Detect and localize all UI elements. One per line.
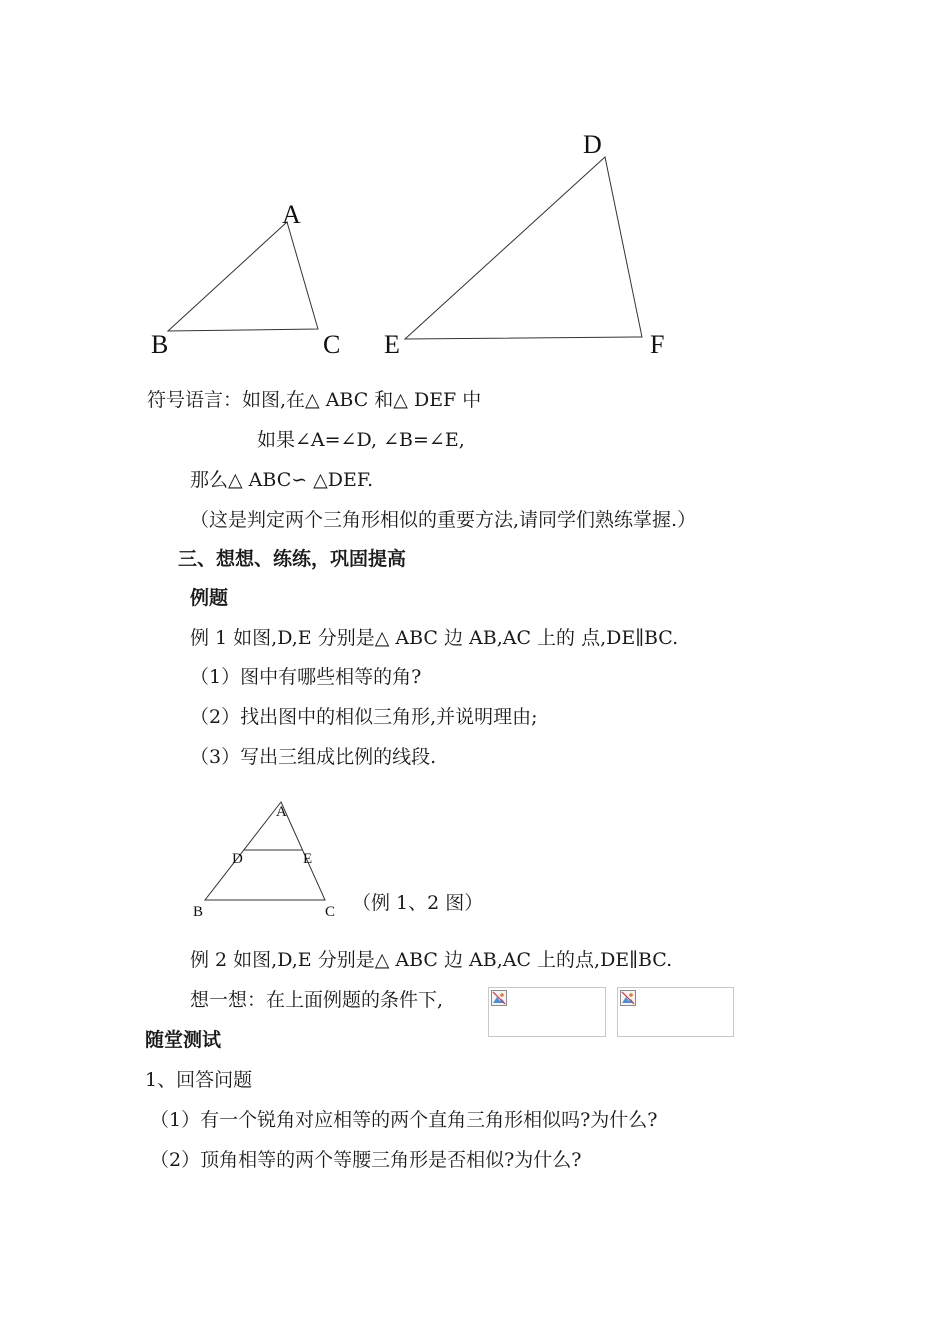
question-3: （3）写出三组成比例的线段. bbox=[190, 746, 437, 768]
conclusion-line: 那么△ ABC∽ △DEF. bbox=[190, 469, 374, 491]
triangle-def bbox=[405, 157, 642, 339]
label-small-c: C bbox=[325, 904, 336, 920]
label-small-e: E bbox=[303, 851, 313, 867]
broken-image-icon bbox=[491, 990, 507, 1006]
think-line: 想一想：在上面例题的条件下, bbox=[190, 989, 444, 1011]
figure-caption: （例 1、2 图） bbox=[352, 892, 484, 914]
symbol-language-line: 符号语言：如图,在△ ABC 和△ DEF 中 bbox=[147, 389, 482, 411]
broken-image-icon bbox=[620, 990, 636, 1006]
embedded-image-2 bbox=[617, 987, 734, 1037]
triangle-abc bbox=[168, 222, 318, 331]
example2-line: 例 2 如图,D,E 分别是△ ABC 边 AB,AC 上的点,DE∥BC. bbox=[190, 949, 673, 971]
question-2: （2）找出图中的相似三角形,并说明理由; bbox=[190, 706, 538, 728]
condition-line: 如果∠A=∠D, ∠B=∠E, bbox=[257, 429, 465, 451]
note-line: （这是判定两个三角形相似的重要方法,请同学们熟练掌握.） bbox=[190, 509, 697, 531]
quiz-heading: 随堂测试 bbox=[145, 1029, 222, 1051]
label-d: D bbox=[583, 130, 602, 159]
label-c: C bbox=[323, 330, 341, 359]
label-a: A bbox=[282, 200, 301, 229]
label-small-a: A bbox=[276, 804, 287, 820]
label-e: E bbox=[384, 330, 400, 359]
label-b: B bbox=[151, 330, 169, 359]
question-1: （1）图中有哪些相等的角? bbox=[190, 666, 422, 688]
example1-line: 例 1 如图,D,E 分别是△ ABC 边 AB,AC 上的 点,DE∥BC. bbox=[190, 627, 679, 649]
quiz-item-1: 1、回答问题 bbox=[145, 1069, 253, 1091]
example-heading: 例题 bbox=[190, 587, 229, 609]
quiz-question-2: （2）顶角相等的两个等腰三角形是否相似?为什么? bbox=[150, 1149, 582, 1171]
label-f: F bbox=[650, 330, 665, 359]
embedded-image-1 bbox=[488, 987, 606, 1037]
section-heading: 三、想想、练练，巩固提高 bbox=[178, 548, 407, 570]
quiz-question-1: （1）有一个锐角对应相等的两个直角三角形相似吗?为什么? bbox=[150, 1109, 658, 1131]
label-small-b: B bbox=[193, 904, 204, 920]
label-small-d: D bbox=[232, 851, 243, 867]
